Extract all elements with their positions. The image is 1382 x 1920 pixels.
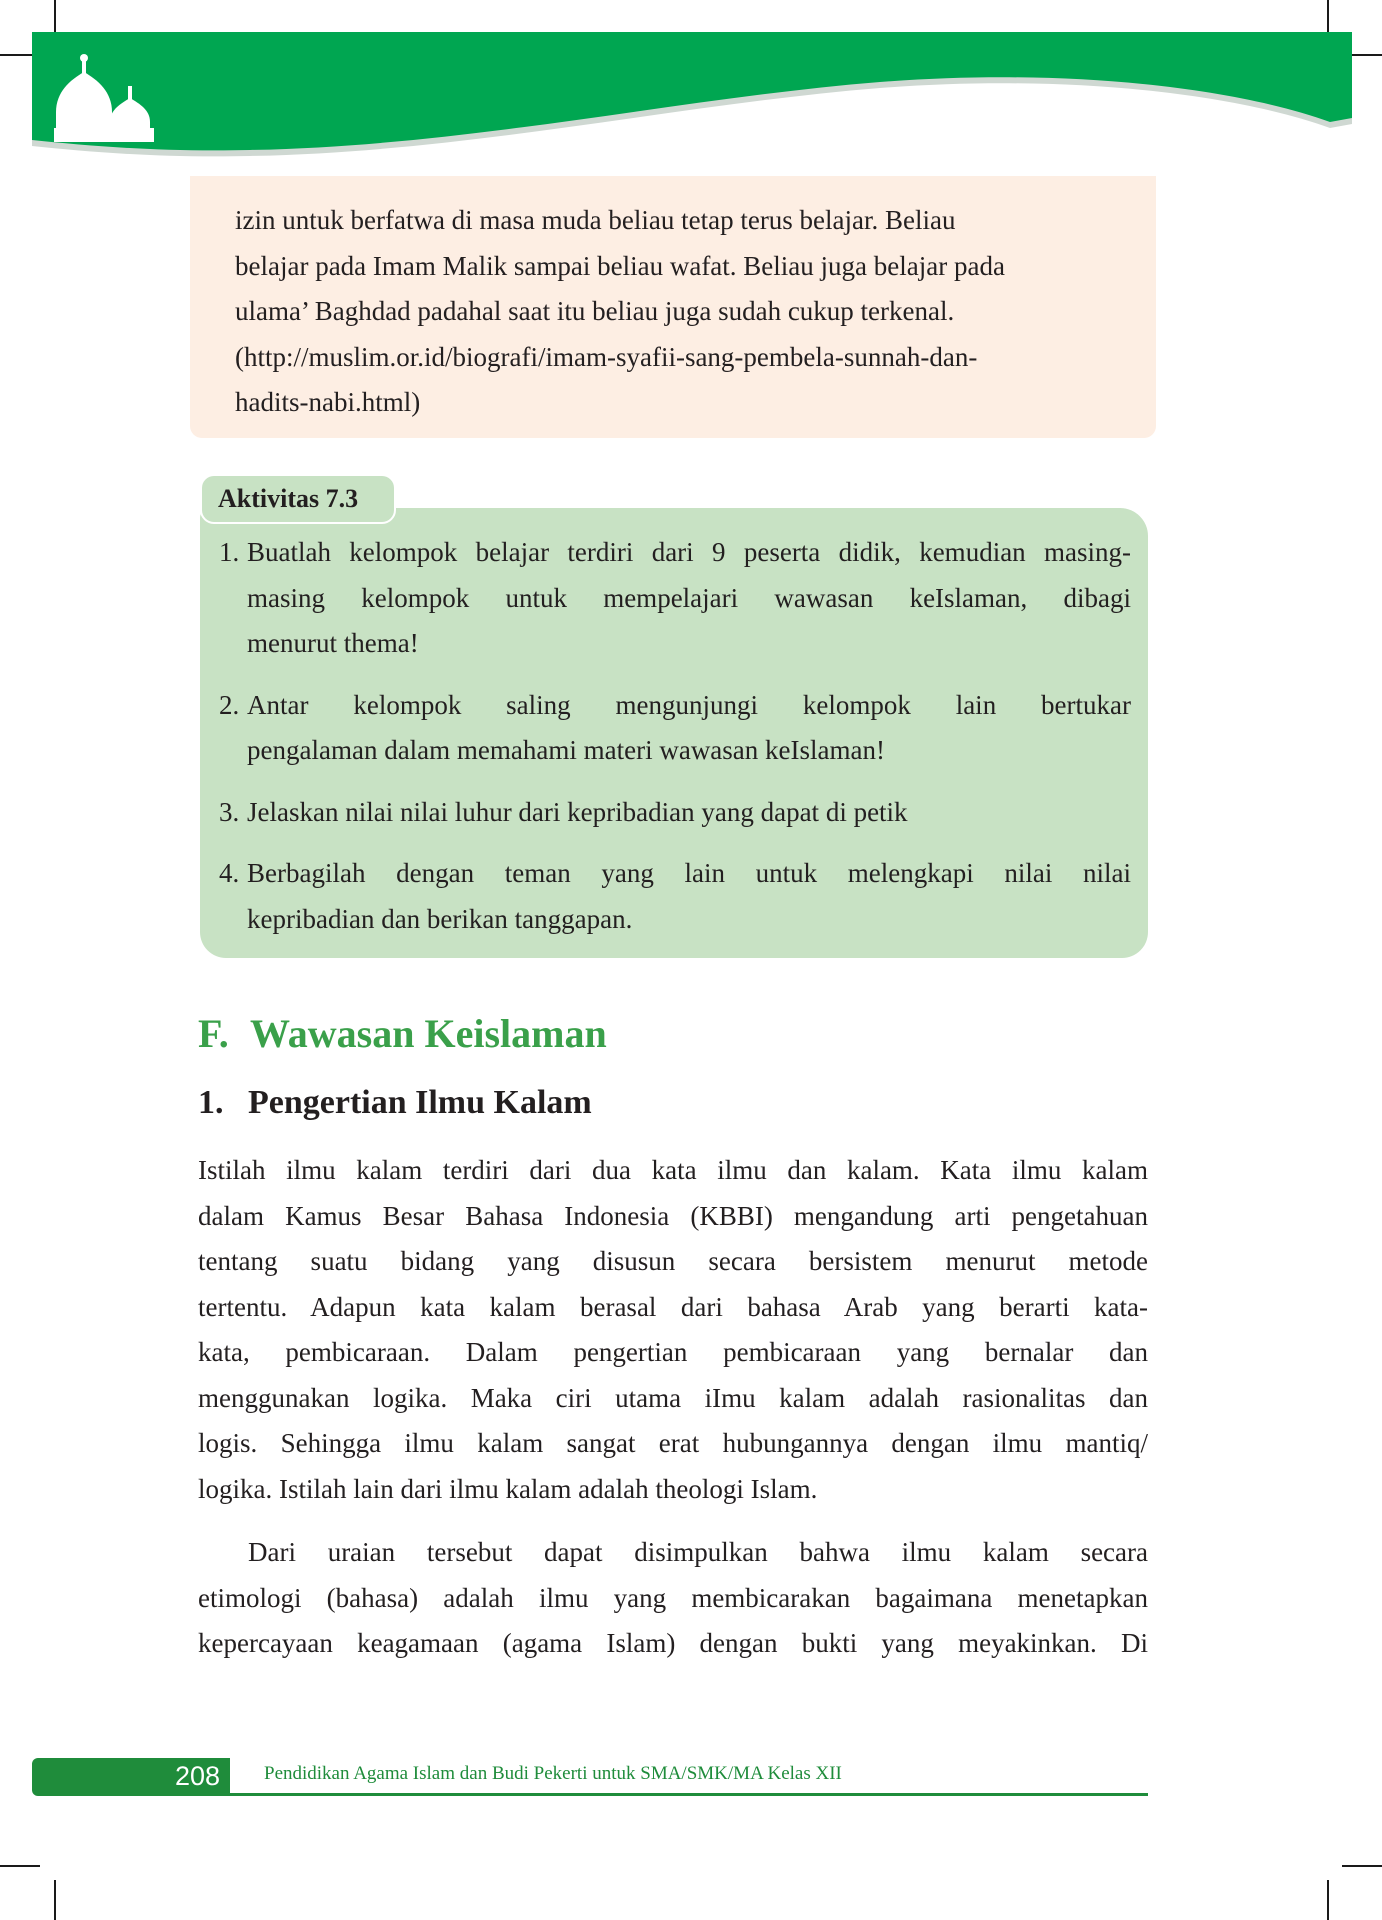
activity-item-line: Antar kelompok saling mengunjungi kelompok lain bertukar <box>247 689 1131 720</box>
crop-mark-bottom-left-h <box>0 1865 40 1867</box>
header-wave-banner <box>0 0 1382 180</box>
paragraph-line: etimologi (bahasa) adalah ilmu yang membicarakan bagaimana menetapkan <box>198 1582 1148 1613</box>
header-wave <box>32 32 1352 150</box>
paragraph-line: logis. Sehingga ilmu kalam sangat erat hubungannya dengan ilmu mantiq/ <box>198 1428 1148 1458</box>
paragraph-line: menggunakan logika. Maka ciri utama iImu kalam adalah rasionalitas dan <box>198 1382 1148 1413</box>
section-title: Wawasan Keislaman <box>250 1011 607 1056</box>
quote-line: ulama’ Baghdad padahal saat itu beliau juga sudah cukup terkenal. <box>235 296 955 326</box>
activity-tab <box>200 474 396 524</box>
paragraph-line: kepercayaan keagamaan (agama Islam) dengan bukti yang meyakinkan. Di <box>198 1628 1148 1658</box>
quote-line: hadits-nabi.html) <box>235 387 421 417</box>
body-paragraph-1 <box>198 1148 1148 1512</box>
footer-page-tab <box>32 1758 230 1796</box>
quote-text <box>235 198 1115 426</box>
activity-item-line: menurut thema! <box>247 628 419 658</box>
paragraph-line: tentang suatu bidang yang disusun secara bersistem menurut metode <box>198 1246 1148 1276</box>
crop-mark-bottom-left-v <box>54 1880 56 1920</box>
activity-list <box>219 530 1131 958</box>
quote-box <box>190 176 1156 438</box>
section-heading <box>198 1010 607 1057</box>
paragraph-line: dalam Kamus Besar Bahasa Indonesia (KBBI) mengandung arti pengetahuan <box>198 1200 1148 1231</box>
quote-line: (http://muslim.or.id/biografi/imam-syafii-sang-pembela-sunnah-dan- <box>235 341 978 372</box>
section-number: F. <box>198 1011 229 1056</box>
crop-mark-bottom-right-h <box>1342 1865 1382 1867</box>
activity-item-line: Berbagilah dengan teman yang lain untuk melengkapi nilai nilai <box>247 858 1131 888</box>
activity-item-number: 3. <box>219 796 240 827</box>
activity-item-2 <box>219 683 1131 774</box>
body-paragraph-2 <box>198 1530 1148 1667</box>
activity-box <box>200 508 1148 958</box>
quote-line: belajar pada Imam Malik sampai beliau wafat. Beliau juga belajar pada <box>235 250 1005 281</box>
activity-item-number: 1. <box>219 537 240 567</box>
paragraph-line: Dari uraian tersebut dapat disimpulkan bahwa ilmu kalam secara <box>248 1537 1148 1567</box>
paragraph-line: logika. Istilah lain dari ilmu kalam adalah theologi Islam. <box>198 1473 818 1504</box>
activity-item-line: pengalaman dalam memahami materi wawasan keIslaman! <box>247 735 885 765</box>
quote-line: izin untuk berfatwa di masa muda beliau tetap terus belajar. Beliau <box>235 205 956 235</box>
activity-item-3 <box>219 790 1131 836</box>
footer-book-title: Pendidikan Agama Islam dan Budi Pekerti untuk SMA/SMK/MA Kelas XII <box>264 1763 842 1784</box>
activity-item-line: masing kelompok untuk mempelajari wawasan keIslaman, dibagi <box>247 582 1131 613</box>
activity-item-line: Jelaskan nilai nilai luhur dari kepribadian yang dapat di petik <box>247 796 908 827</box>
activity-item-number: 2. <box>219 689 240 720</box>
subsection-title: Pengertian Ilmu Kalam <box>248 1084 592 1121</box>
activity-item-number: 4. <box>219 858 240 888</box>
activity-item-1 <box>219 530 1131 667</box>
crop-mark-bottom-right-v <box>1327 1880 1329 1920</box>
footer-rule <box>230 1793 1148 1796</box>
subsection-heading <box>198 1084 592 1122</box>
activity-item-line: Buatlah kelompok belajar terdiri dari 9 peserta didik, kemudian masing- <box>247 537 1131 567</box>
activity-tab-label: Aktivitas 7.3 <box>218 484 359 513</box>
paragraph-line: kata, pembicaraan. Dalam pengertian pembicaraan yang bernalar dan <box>198 1337 1148 1367</box>
activity-item-line: kepribadian dan berikan tanggapan. <box>247 903 633 934</box>
activity-item-4 <box>219 851 1131 942</box>
paragraph-line: Istilah ilmu kalam terdiri dari dua kata ilmu dan kalam. Kata ilmu kalam <box>198 1155 1148 1185</box>
subsection-number: 1. <box>198 1084 224 1121</box>
paragraph-line: tertentu. Adapun kata kalam berasal dari bahasa Arab yang berarti kata- <box>198 1291 1148 1322</box>
page-number: 208 <box>174 1761 220 1791</box>
